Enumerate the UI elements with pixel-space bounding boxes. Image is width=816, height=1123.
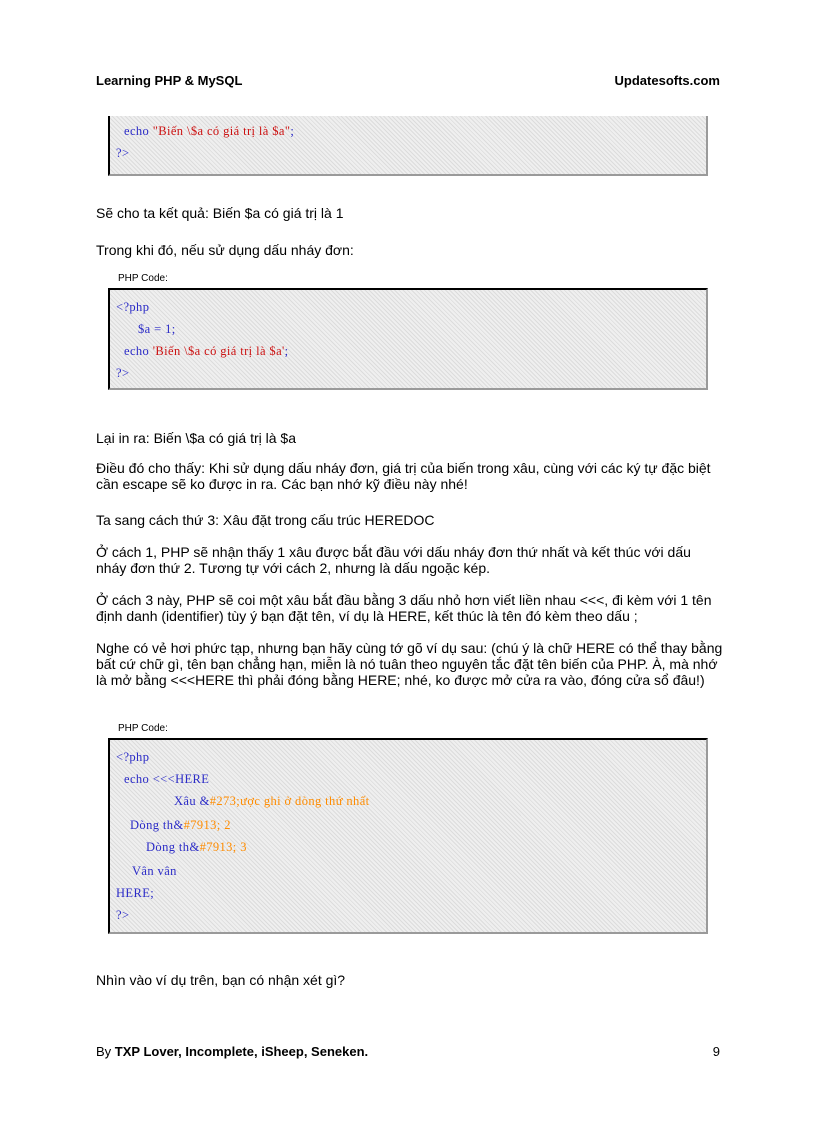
paragraph-output: Lại in ra: Biến \$a có giá trị là $a	[96, 430, 297, 446]
paragraph-method-3: Ở cách 3 này, PHP sẽ coi một xâu bắt đầu bằng 3 dấu nhỏ hơn viết liền nhau <<<, đi kèm với 1 tên định danh (identifier) tùy ý bạn đặt tên, ví dụ là HERE, kết thúc là tên đó kèm theo dấu ;	[96, 592, 712, 624]
code-box-continued	[108, 116, 708, 176]
header-title: Learning PHP & MySQL	[96, 73, 243, 88]
paragraph-example-note: Nghe có vẻ hơi phức tạp, nhưng bạn hãy cùng tớ gõ ví dụ sau: (chú ý là chữ HERE có thể thay bằng bất cứ chữ gì, tên bạn chẳng hạn, miễn là nó tuân theo nguyên tắc đặt tên biến của PHP. À, mà nhớ là mở bằng <<<HERE thì phải đóng bằng HERE; nhé, ko được mở cửa ra vào, đóng cửa sổ đâu!)	[96, 640, 723, 688]
code-line: <?php	[116, 750, 150, 764]
header-site: Updatesofts.com	[614, 73, 720, 88]
paragraph-method-1: Ở cách 1, PHP sẽ nhận thấy 1 xâu được bắt đầu với dấu nháy đơn thứ nhất và kết thúc với dấu nháy đơn thứ 2. Tương tự với cách 2, nhưng là dấu ngoặc kép.	[96, 544, 691, 576]
code-line: <?php	[116, 300, 150, 314]
paragraph-question: Nhìn vào ví dụ trên, bạn có nhận xét gì?	[96, 972, 346, 988]
code-line: $a = 1;	[138, 322, 176, 336]
code-line: Xâu &#273;ược ghi ở dòng thứ nhất	[174, 794, 370, 808]
paragraph-conclusion: Điều đó cho thấy: Khi sử dụng dấu nháy đơn, giá trị của biến trong xâu, cùng với các ký tự đặc biệt cần escape sẽ ko được in ra. Các bạn nhớ kỹ điều này nhé!	[96, 460, 711, 492]
code-box-heredoc	[108, 738, 708, 934]
paragraph-single-quote: Trong khi đó, nếu sử dụng dấu nháy đơn:	[96, 242, 354, 258]
code-line: Vân vân	[132, 864, 177, 878]
paragraph-heredoc-intro: Ta sang cách thứ 3: Xâu đặt trong cấu trúc HEREDOC	[96, 512, 435, 528]
code-label: PHP Code:	[118, 273, 168, 284]
code-label: PHP Code:	[118, 723, 168, 734]
code-line: ?>	[116, 366, 130, 380]
footer-credits: By TXP Lover, Incomplete, iSheep, Seneken.	[96, 1044, 369, 1059]
code-line: ?>	[116, 908, 130, 922]
page-number: 9	[712, 1044, 720, 1059]
code-line: HERE;	[116, 886, 155, 900]
code-line: echo <<<HERE	[124, 772, 210, 786]
code-line: echo 'Biến \$a có giá trị là $a';	[124, 344, 289, 358]
code-line: ?>	[116, 146, 130, 160]
code-line: Dòng th&#7913; 2	[130, 818, 231, 832]
code-box-single-quote	[108, 288, 708, 390]
code-line: Dòng th&#7913; 3	[146, 840, 247, 854]
code-line: echo "Biến \$a có giá trị là $a";	[124, 124, 295, 138]
paragraph-result: Sẽ cho ta kết quả: Biến $a có giá trị là 1	[96, 205, 344, 221]
